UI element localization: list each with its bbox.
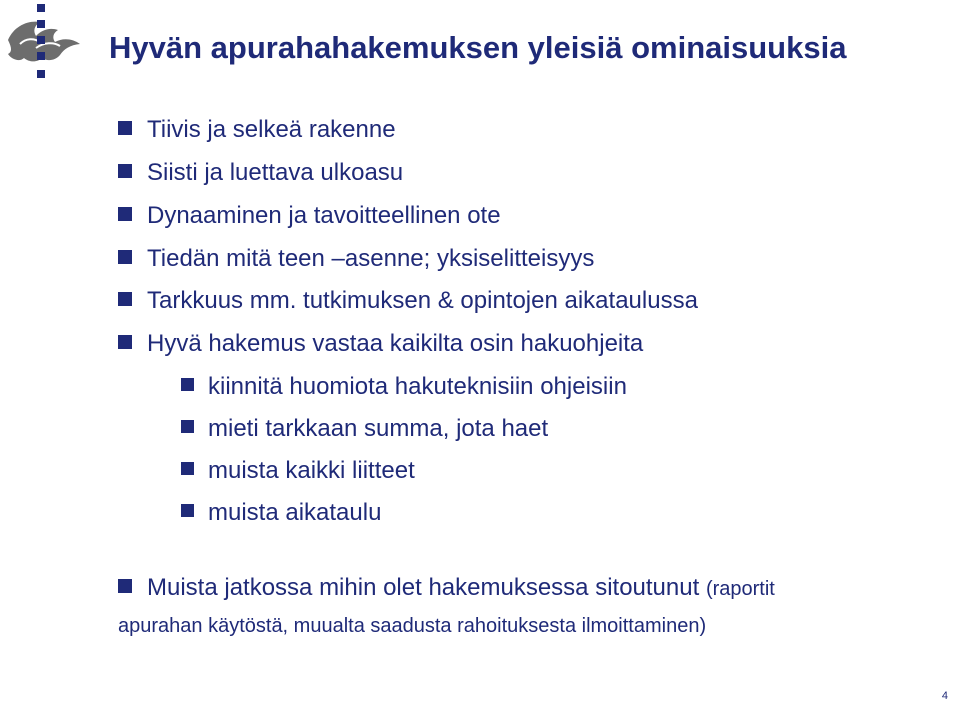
square-bullet-icon (118, 164, 132, 178)
square-bullet-icon (181, 420, 194, 433)
page-number: 4 (941, 690, 948, 702)
square-bullet-icon (118, 250, 132, 264)
square-bullet-icon (181, 462, 194, 475)
sub-bullet-text: muista aikataulu (208, 499, 382, 526)
bullet-text: Hyvä hakemus vastaa kaikilta osin hakuohjeita (147, 330, 644, 357)
sub-bullet-item (181, 499, 381, 527)
sub-bullet-text: mieti tarkkaan summa, jota haet (208, 415, 549, 442)
slide-title: Hyvän apurahahakemuksen yleisiä ominaisuuksia (109, 30, 847, 65)
bullet-text: Dynaaminen ja tavoitteellinen ote (147, 202, 501, 229)
square-bullet-icon (118, 335, 132, 349)
sub-bullet-item (181, 415, 548, 443)
bullet-text: Tiedän mitä teen –asenne; yksiselitteisyys (147, 245, 595, 272)
bullet-item-last (118, 574, 775, 603)
sub-bullet-text: kiinnitä huomiota hakuteknisiin ohjeisiin (208, 373, 627, 400)
sub-bullet-text: muista kaikki liitteet (208, 457, 415, 484)
square-bullet-icon (181, 378, 194, 391)
square-bullet-icon (118, 121, 132, 135)
bullet-text: Muista jatkossa mihin olet hakemuksessa sitoutunut (147, 574, 700, 601)
bullet-item (118, 202, 501, 230)
bullet-item (118, 159, 403, 187)
bullet-item (118, 116, 396, 144)
bullet-paren-text: (raportit (705, 578, 775, 600)
sub-bullet-item (181, 457, 415, 485)
bullet-item (118, 330, 643, 358)
square-bullet-icon (118, 579, 132, 593)
bullet-item (118, 245, 594, 273)
bullet-text: Siisti ja luettava ulkoasu (147, 159, 404, 186)
university-logo-icon (0, 0, 90, 90)
bullet-text: Tarkkuus mm. tutkimuksen & opintojen aikataulussa (147, 287, 698, 314)
sub-bullet-item (181, 373, 627, 401)
square-bullet-icon (118, 207, 132, 221)
square-bullet-icon (118, 292, 132, 306)
bullet-text: Tiivis ja selkeä rakenne (147, 116, 396, 143)
flame-logo-icon (0, 0, 90, 90)
square-bullet-icon (181, 504, 194, 517)
bullet-continuation: apurahan käytöstä, muualta saadusta rahoituksesta ilmoittaminen) (118, 615, 707, 637)
bullet-item (118, 287, 698, 315)
